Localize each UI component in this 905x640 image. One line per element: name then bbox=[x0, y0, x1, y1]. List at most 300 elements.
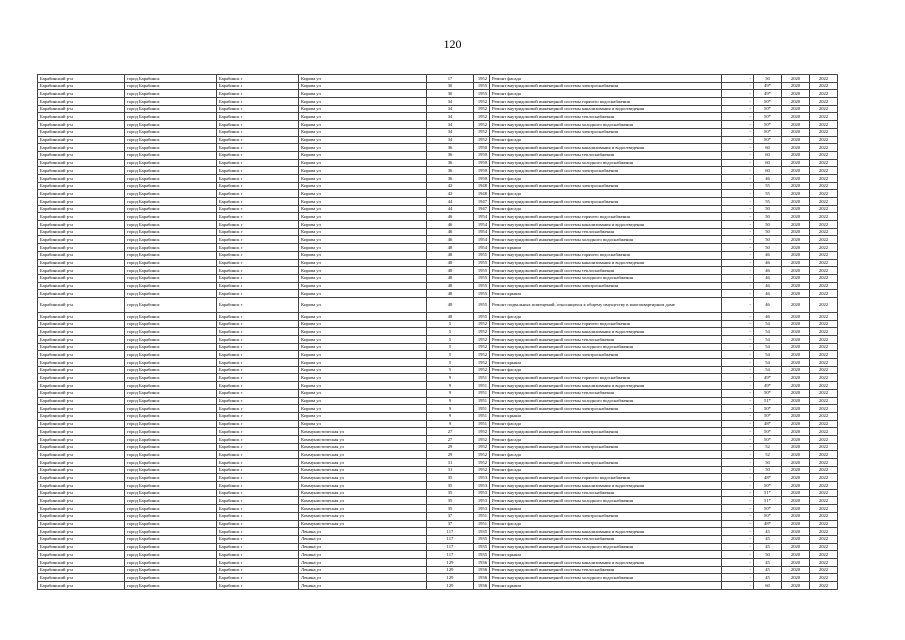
year-start-cell: 2020 bbox=[782, 412, 810, 420]
wear-percent-cell: 54 bbox=[754, 343, 782, 351]
work-type-cell: Ремонт крыши bbox=[490, 505, 722, 513]
wear-percent-cell: 45 bbox=[754, 558, 782, 566]
year-end-cell: 2022 bbox=[810, 136, 838, 144]
municipality-cell: город Барабинск bbox=[125, 213, 217, 221]
year-built-cell: 1951 bbox=[474, 420, 490, 428]
district-cell: Барабинский р-н bbox=[38, 474, 125, 482]
year-start-cell: 2020 bbox=[782, 351, 810, 359]
year-end-cell: 2022 bbox=[810, 420, 838, 428]
wear-percent-cell: 51* bbox=[754, 489, 782, 497]
year-end-cell: 2022 bbox=[810, 374, 838, 382]
municipality-cell: город Барабинск bbox=[125, 167, 217, 175]
municipality-cell: город Барабинск bbox=[125, 121, 217, 129]
dash-cell: - bbox=[722, 451, 754, 459]
district-cell: Барабинский р-н bbox=[38, 190, 125, 198]
dash-cell: - bbox=[722, 182, 754, 190]
district-cell: Барабинский р-н bbox=[38, 574, 125, 582]
house-number-cell: 5 bbox=[427, 320, 474, 328]
street-cell: Коммунистическая ул bbox=[299, 489, 427, 497]
district-cell: Барабинский р-н bbox=[38, 382, 125, 390]
year-start-cell: 2020 bbox=[782, 128, 810, 136]
year-start-cell: 2020 bbox=[782, 528, 810, 536]
wear-percent-cell: 50 bbox=[754, 466, 782, 474]
street-cell: Кирова ул bbox=[299, 121, 427, 129]
house-number-cell: 5 bbox=[427, 343, 474, 351]
municipality-cell: город Барабинск bbox=[125, 343, 217, 351]
locality-cell: Барабинск г bbox=[217, 136, 299, 144]
locality-cell: Барабинск г bbox=[217, 551, 299, 559]
dash-cell: - bbox=[722, 267, 754, 275]
work-type-cell: Ремонт фасада bbox=[490, 75, 722, 83]
locality-cell: Барабинск г bbox=[217, 512, 299, 520]
work-type-cell: Ремонт внутридомовой инженерной системы горячего водоснабжения bbox=[490, 320, 722, 328]
street-cell: Кирова ул bbox=[299, 374, 427, 382]
year-end-cell: 2022 bbox=[810, 451, 838, 459]
table-row bbox=[38, 443, 838, 451]
work-type-cell: Ремонт фасада bbox=[490, 366, 722, 374]
street-cell: Кирова ул bbox=[299, 182, 427, 190]
table-row bbox=[38, 512, 838, 520]
year-start-cell: 2020 bbox=[782, 90, 810, 98]
table-row bbox=[38, 221, 838, 229]
municipality-cell: город Барабинск bbox=[125, 198, 217, 206]
municipality-cell: город Барабинск bbox=[125, 582, 217, 590]
table-row bbox=[38, 236, 838, 244]
year-start-cell: 2020 bbox=[782, 251, 810, 259]
street-cell: Кирова ул bbox=[299, 389, 427, 397]
wear-percent-cell: 54 bbox=[754, 351, 782, 359]
year-built-cell: 1951 bbox=[474, 374, 490, 382]
locality-cell: Барабинск г bbox=[217, 497, 299, 505]
house-number-cell: 31 bbox=[427, 459, 474, 467]
year-built-cell: 1935 bbox=[474, 551, 490, 559]
year-start-cell: 2020 bbox=[782, 151, 810, 159]
year-end-cell: 2022 bbox=[810, 182, 838, 190]
table-row bbox=[38, 359, 838, 367]
house-number-cell: 35 bbox=[427, 497, 474, 505]
district-cell: Барабинский р-н bbox=[38, 343, 125, 351]
year-end-cell: 2022 bbox=[810, 505, 838, 513]
year-end-cell: 2022 bbox=[810, 551, 838, 559]
year-start-cell: 2020 bbox=[782, 566, 810, 574]
year-end-cell: 2022 bbox=[810, 82, 838, 90]
year-end-cell: 2022 bbox=[810, 121, 838, 129]
house-number-cell: 35 bbox=[427, 482, 474, 490]
year-start-cell: 2020 bbox=[782, 190, 810, 198]
municipality-cell: город Барабинск bbox=[125, 221, 217, 229]
municipality-cell: город Барабинск bbox=[125, 205, 217, 213]
year-start-cell: 2020 bbox=[782, 244, 810, 252]
street-cell: Кирова ул bbox=[299, 328, 427, 336]
municipality-cell: город Барабинск bbox=[125, 405, 217, 413]
year-start-cell: 2020 bbox=[782, 543, 810, 551]
street-cell: Кирова ул bbox=[299, 312, 427, 320]
district-cell: Барабинский р-н bbox=[38, 182, 125, 190]
dash-cell: - bbox=[722, 397, 754, 405]
house-number-cell: 48 bbox=[427, 274, 474, 282]
locality-cell: Барабинск г bbox=[217, 489, 299, 497]
locality-cell: Барабинск г bbox=[217, 282, 299, 290]
district-cell: Барабинский р-н bbox=[38, 290, 125, 298]
wear-percent-cell: 50* bbox=[754, 128, 782, 136]
street-cell: Кирова ул bbox=[299, 320, 427, 328]
year-built-cell: 1953 bbox=[474, 474, 490, 482]
house-number-cell: 48 bbox=[427, 312, 474, 320]
street-cell: Кирова ул bbox=[299, 113, 427, 121]
year-end-cell: 2022 bbox=[810, 528, 838, 536]
municipality-cell: город Барабинск bbox=[125, 474, 217, 482]
table-row bbox=[38, 297, 838, 312]
table-row bbox=[38, 144, 838, 152]
year-built-cell: 1950 bbox=[474, 167, 490, 175]
dash-cell: - bbox=[722, 374, 754, 382]
work-type-cell: Ремонт внутридомовой инженерной системы горячего водоснабжения bbox=[490, 374, 722, 382]
table-row bbox=[38, 420, 838, 428]
dash-cell: - bbox=[722, 174, 754, 182]
table-row bbox=[38, 121, 838, 129]
house-number-cell: 5 bbox=[427, 328, 474, 336]
municipality-cell: город Барабинск bbox=[125, 489, 217, 497]
municipality-cell: город Барабинск bbox=[125, 297, 217, 312]
dash-cell: - bbox=[722, 213, 754, 221]
table-row bbox=[38, 282, 838, 290]
work-type-cell: Ремонт крыши bbox=[490, 290, 722, 298]
table-row bbox=[38, 466, 838, 474]
year-end-cell: 2022 bbox=[810, 535, 838, 543]
house-number-cell: 17 bbox=[427, 75, 474, 83]
year-start-cell: 2020 bbox=[782, 435, 810, 443]
year-built-cell: 1955 bbox=[474, 297, 490, 312]
year-start-cell: 2020 bbox=[782, 274, 810, 282]
year-built-cell: 1950 bbox=[474, 174, 490, 182]
table-row bbox=[38, 397, 838, 405]
municipality-cell: город Барабинск bbox=[125, 144, 217, 152]
district-cell: Барабинский р-н bbox=[38, 543, 125, 551]
house-number-cell: 34 bbox=[427, 121, 474, 129]
dash-cell: - bbox=[722, 190, 754, 198]
district-cell: Барабинский р-н bbox=[38, 75, 125, 83]
house-number-cell: 37 bbox=[427, 520, 474, 528]
street-cell: Кирова ул bbox=[299, 397, 427, 405]
wear-percent-cell: 50* bbox=[754, 482, 782, 490]
municipality-cell: город Барабинск bbox=[125, 397, 217, 405]
year-start-cell: 2020 bbox=[782, 466, 810, 474]
year-end-cell: 2022 bbox=[810, 359, 838, 367]
district-cell: Барабинский р-н bbox=[38, 482, 125, 490]
locality-cell: Барабинск г bbox=[217, 105, 299, 113]
house-number-cell: 36 bbox=[427, 144, 474, 152]
dash-cell: - bbox=[722, 336, 754, 344]
municipality-cell: город Барабинск bbox=[125, 359, 217, 367]
municipality-cell: город Барабинск bbox=[125, 435, 217, 443]
dash-cell: - bbox=[722, 312, 754, 320]
work-type-cell: Ремонт внутридомовой инженерной системы теплоснабжения bbox=[490, 151, 722, 159]
district-cell: Барабинский р-н bbox=[38, 374, 125, 382]
year-start-cell: 2020 bbox=[782, 282, 810, 290]
street-cell: Кирова ул bbox=[299, 98, 427, 106]
house-number-cell: 46 bbox=[427, 228, 474, 236]
year-built-cell: 1952 bbox=[474, 428, 490, 436]
street-cell: Коммунистическая ул bbox=[299, 474, 427, 482]
street-cell: Кирова ул bbox=[299, 190, 427, 198]
table-row bbox=[38, 182, 838, 190]
page-number: 120 bbox=[443, 37, 462, 51]
municipality-cell: город Барабинск bbox=[125, 574, 217, 582]
district-cell: Барабинский р-н bbox=[38, 121, 125, 129]
locality-cell: Барабинск г bbox=[217, 405, 299, 413]
municipality-cell: город Барабинск bbox=[125, 105, 217, 113]
work-type-cell: Ремонт внутридомовой инженерной системы холодного водоснабжения bbox=[490, 343, 722, 351]
municipality-cell: город Барабинск bbox=[125, 174, 217, 182]
table-row bbox=[38, 82, 838, 90]
dash-cell: - bbox=[722, 290, 754, 298]
dash-cell: - bbox=[722, 244, 754, 252]
year-built-cell: 1953 bbox=[474, 497, 490, 505]
year-start-cell: 2020 bbox=[782, 459, 810, 467]
municipality-cell: город Барабинск bbox=[125, 159, 217, 167]
year-built-cell: 1954 bbox=[474, 228, 490, 236]
dash-cell: - bbox=[722, 466, 754, 474]
locality-cell: Барабинск г bbox=[217, 528, 299, 536]
house-number-cell: 117 bbox=[427, 528, 474, 536]
year-end-cell: 2022 bbox=[810, 128, 838, 136]
house-number-cell: 5 bbox=[427, 351, 474, 359]
wear-percent-cell: 45 bbox=[754, 543, 782, 551]
dash-cell: - bbox=[722, 420, 754, 428]
district-cell: Барабинский р-н bbox=[38, 320, 125, 328]
street-cell: Кирова ул bbox=[299, 267, 427, 275]
year-end-cell: 2022 bbox=[810, 558, 838, 566]
year-built-cell: 1951 bbox=[474, 520, 490, 528]
street-cell: Ленина ул bbox=[299, 551, 427, 559]
locality-cell: Барабинск г bbox=[217, 98, 299, 106]
house-number-cell: 30 bbox=[427, 82, 474, 90]
year-end-cell: 2022 bbox=[810, 366, 838, 374]
year-built-cell: 1936 bbox=[474, 574, 490, 582]
year-built-cell: 1935 bbox=[474, 528, 490, 536]
street-cell: Кирова ул bbox=[299, 359, 427, 367]
year-end-cell: 2022 bbox=[810, 221, 838, 229]
municipality-cell: город Барабинск bbox=[125, 282, 217, 290]
locality-cell: Барабинск г bbox=[217, 274, 299, 282]
year-built-cell: 1950 bbox=[474, 151, 490, 159]
year-built-cell: 1954 bbox=[474, 221, 490, 229]
year-end-cell: 2022 bbox=[810, 512, 838, 520]
table-row bbox=[38, 451, 838, 459]
municipality-cell: город Барабинск bbox=[125, 443, 217, 451]
house-number-cell: 42 bbox=[427, 182, 474, 190]
wear-percent-cell: 46 bbox=[754, 259, 782, 267]
year-built-cell: 1952 bbox=[474, 459, 490, 467]
locality-cell: Барабинск г bbox=[217, 174, 299, 182]
house-number-cell: 48 bbox=[427, 297, 474, 312]
district-cell: Барабинский р-н bbox=[38, 297, 125, 312]
work-type-cell: Ремонт внутридомовой инженерной системы холодного водоснабжения bbox=[490, 397, 722, 405]
street-cell: Кирова ул bbox=[299, 128, 427, 136]
table-row bbox=[38, 228, 838, 236]
street-cell: Ленина ул bbox=[299, 574, 427, 582]
year-end-cell: 2022 bbox=[810, 543, 838, 551]
street-cell: Ленина ул bbox=[299, 558, 427, 566]
wear-percent-cell: 50* bbox=[754, 136, 782, 144]
wear-percent-cell: 55 bbox=[754, 198, 782, 206]
table-row bbox=[38, 543, 838, 551]
municipality-cell: город Барабинск bbox=[125, 244, 217, 252]
street-cell: Коммунистическая ул bbox=[299, 459, 427, 467]
locality-cell: Барабинск г bbox=[217, 382, 299, 390]
wear-percent-cell: 46 bbox=[754, 290, 782, 298]
wear-percent-cell: 46 bbox=[754, 282, 782, 290]
table-row bbox=[38, 374, 838, 382]
municipality-cell: город Барабинск bbox=[125, 128, 217, 136]
wear-percent-cell: 50* bbox=[754, 98, 782, 106]
year-start-cell: 2020 bbox=[782, 205, 810, 213]
year-built-cell: 1952 bbox=[474, 451, 490, 459]
year-end-cell: 2022 bbox=[810, 75, 838, 83]
year-start-cell: 2020 bbox=[782, 320, 810, 328]
work-type-cell: Ремонт крыши bbox=[490, 551, 722, 559]
table-row bbox=[38, 90, 838, 98]
dash-cell: - bbox=[722, 75, 754, 83]
wear-percent-cell: 52 bbox=[754, 443, 782, 451]
year-built-cell: 1955 bbox=[474, 82, 490, 90]
year-end-cell: 2022 bbox=[810, 213, 838, 221]
year-built-cell: 1952 bbox=[474, 351, 490, 359]
year-built-cell: 1955 bbox=[474, 282, 490, 290]
table-row bbox=[38, 558, 838, 566]
municipality-cell: город Барабинск bbox=[125, 136, 217, 144]
wear-percent-cell: 49* bbox=[754, 82, 782, 90]
dash-cell: - bbox=[722, 366, 754, 374]
year-built-cell: 1954 bbox=[474, 236, 490, 244]
year-end-cell: 2022 bbox=[810, 405, 838, 413]
year-end-cell: 2022 bbox=[810, 320, 838, 328]
year-built-cell: 1952 bbox=[474, 105, 490, 113]
work-type-cell: Ремонт внутридомовой инженерной системы канализования и водоотведения bbox=[490, 259, 722, 267]
table-row bbox=[38, 574, 838, 582]
street-cell: Кирова ул bbox=[299, 343, 427, 351]
wear-percent-cell: 48* bbox=[754, 420, 782, 428]
wear-percent-cell: 54 bbox=[754, 320, 782, 328]
locality-cell: Барабинск г bbox=[217, 82, 299, 90]
house-number-cell: 46 bbox=[427, 236, 474, 244]
street-cell: Ленина ул bbox=[299, 528, 427, 536]
street-cell: Коммунистическая ул bbox=[299, 505, 427, 513]
year-end-cell: 2022 bbox=[810, 482, 838, 490]
locality-cell: Барабинск г bbox=[217, 412, 299, 420]
district-cell: Барабинский р-н bbox=[38, 98, 125, 106]
year-end-cell: 2022 bbox=[810, 312, 838, 320]
municipality-cell: город Барабинск bbox=[125, 366, 217, 374]
street-cell: Кирова ул bbox=[299, 136, 427, 144]
municipality-cell: город Барабинск bbox=[125, 98, 217, 106]
wear-percent-cell: 50* bbox=[754, 121, 782, 129]
year-built-cell: 1952 bbox=[474, 98, 490, 106]
table-row bbox=[38, 128, 838, 136]
street-cell: Кирова ул bbox=[299, 144, 427, 152]
year-end-cell: 2022 bbox=[810, 174, 838, 182]
year-start-cell: 2020 bbox=[782, 512, 810, 520]
house-number-cell: 129 bbox=[427, 574, 474, 582]
municipality-cell: город Барабинск bbox=[125, 374, 217, 382]
dash-cell: - bbox=[722, 113, 754, 121]
house-number-cell: 9 bbox=[427, 397, 474, 405]
table-row bbox=[38, 159, 838, 167]
work-type-cell: Ремонт фасада bbox=[490, 90, 722, 98]
district-cell: Барабинский р-н bbox=[38, 397, 125, 405]
wear-percent-cell: 45 bbox=[754, 535, 782, 543]
locality-cell: Барабинск г bbox=[217, 451, 299, 459]
year-end-cell: 2022 bbox=[810, 151, 838, 159]
locality-cell: Барабинск г bbox=[217, 343, 299, 351]
district-cell: Барабинский р-н bbox=[38, 328, 125, 336]
work-type-cell: Ремонт внутридомовой инженерной системы теплоснабжения bbox=[490, 389, 722, 397]
year-built-cell: 1952 bbox=[474, 113, 490, 121]
municipality-cell: город Барабинск bbox=[125, 259, 217, 267]
year-built-cell: 1952 bbox=[474, 75, 490, 83]
work-type-cell: Ремонт внутридомовой инженерной системы электроснабжения bbox=[490, 428, 722, 436]
work-type-cell: Ремонт внутридомовой инженерной системы канализования и водоотведения bbox=[490, 482, 722, 490]
house-number-cell: 5 bbox=[427, 366, 474, 374]
locality-cell: Барабинск г bbox=[217, 182, 299, 190]
table-row bbox=[38, 190, 838, 198]
locality-cell: Барабинск г bbox=[217, 198, 299, 206]
municipality-cell: город Барабинск bbox=[125, 320, 217, 328]
year-end-cell: 2022 bbox=[810, 105, 838, 113]
year-end-cell: 2022 bbox=[810, 98, 838, 106]
dash-cell: - bbox=[722, 297, 754, 312]
year-end-cell: 2022 bbox=[810, 236, 838, 244]
wear-percent-cell: 50* bbox=[754, 113, 782, 121]
district-cell: Барабинский р-н bbox=[38, 267, 125, 275]
street-cell: Кирова ул bbox=[299, 228, 427, 236]
municipality-cell: город Барабинск bbox=[125, 290, 217, 298]
house-number-cell: 34 bbox=[427, 136, 474, 144]
locality-cell: Барабинск г bbox=[217, 190, 299, 198]
year-end-cell: 2022 bbox=[810, 459, 838, 467]
work-type-cell: Ремонт внутридомовой инженерной системы канализования и водоотведения bbox=[490, 328, 722, 336]
work-type-cell: Ремонт внутридомовой инженерной системы холодного водоснабжения bbox=[490, 497, 722, 505]
year-start-cell: 2020 bbox=[782, 505, 810, 513]
work-type-cell: Ремонт внутридомовой инженерной системы теплоснабжения bbox=[490, 489, 722, 497]
dash-cell: - bbox=[722, 128, 754, 136]
locality-cell: Барабинск г bbox=[217, 121, 299, 129]
dash-cell: - bbox=[722, 343, 754, 351]
year-start-cell: 2020 bbox=[782, 198, 810, 206]
year-built-cell: 1951 bbox=[474, 412, 490, 420]
wear-percent-cell: 51* bbox=[754, 397, 782, 405]
street-cell: Кирова ул bbox=[299, 274, 427, 282]
house-number-cell: 35 bbox=[427, 474, 474, 482]
municipality-cell: город Барабинск bbox=[125, 535, 217, 543]
locality-cell: Барабинск г bbox=[217, 297, 299, 312]
dash-cell: - bbox=[722, 443, 754, 451]
house-number-cell: 129 bbox=[427, 566, 474, 574]
wear-percent-cell: 50 bbox=[754, 221, 782, 229]
locality-cell: Барабинск г bbox=[217, 397, 299, 405]
dash-cell: - bbox=[722, 566, 754, 574]
year-start-cell: 2020 bbox=[782, 159, 810, 167]
house-number-cell: 35 bbox=[427, 505, 474, 513]
locality-cell: Барабинск г bbox=[217, 320, 299, 328]
district-cell: Барабинский р-н bbox=[38, 466, 125, 474]
locality-cell: Барабинск г bbox=[217, 535, 299, 543]
locality-cell: Барабинск г bbox=[217, 474, 299, 482]
district-cell: Барабинский р-н bbox=[38, 174, 125, 182]
street-cell: Кирова ул bbox=[299, 213, 427, 221]
work-type-cell: Ремонт внутридомовой инженерной системы холодного водоснабжения bbox=[490, 159, 722, 167]
house-number-cell: 44 bbox=[427, 198, 474, 206]
